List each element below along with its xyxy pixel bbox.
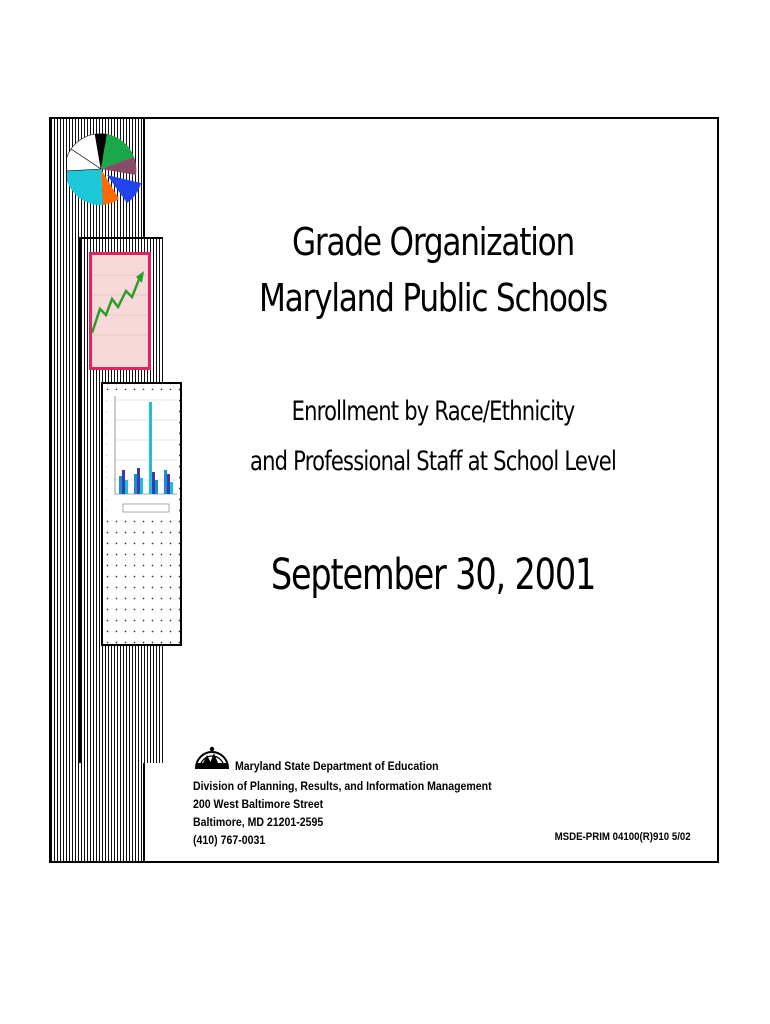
bar-chart-graphic	[107, 390, 179, 520]
bar	[149, 402, 152, 494]
title-line-1: Grade Organization	[292, 220, 574, 264]
bar	[170, 482, 173, 494]
cover-frame	[49, 117, 719, 863]
pie-slice	[67, 169, 103, 205]
trend-line	[92, 277, 140, 333]
bar	[164, 470, 167, 494]
phone-number: (410) 767-0031	[193, 833, 266, 847]
bar	[140, 478, 143, 494]
bar	[155, 480, 158, 494]
title-line-2: Maryland Public Schools	[259, 276, 607, 320]
bar-chart-illustration	[101, 382, 182, 646]
document-code: MSDE-PRIM 04100(R)910 5/02	[554, 831, 691, 843]
bar	[122, 470, 125, 494]
bar	[125, 480, 128, 494]
line-chart-illustration	[89, 252, 151, 370]
bar	[137, 468, 140, 494]
subtitle-line-2: and Professional Staff at School Level	[249, 446, 617, 477]
subtitle	[210, 387, 656, 487]
bar	[119, 476, 122, 494]
bar	[134, 474, 137, 494]
city-state-zip: Baltimore, MD 21201-2595	[193, 815, 324, 829]
msde-logo-icon	[193, 741, 231, 771]
pie-chart-illustration	[67, 127, 147, 217]
title-block	[147, 214, 719, 326]
report-date: September 30, 2001	[270, 550, 596, 600]
line-chart-graphic	[92, 255, 148, 367]
subtitle-line-1: Enrollment by Race/Ethnicity	[291, 396, 575, 427]
bar	[152, 472, 155, 494]
agency-name: Maryland State Department of Education	[235, 759, 439, 773]
bar	[167, 474, 170, 494]
division-name: Division of Planning, Results, and Information Management	[193, 779, 492, 793]
street-address: 200 West Baltimore Street	[193, 797, 324, 811]
